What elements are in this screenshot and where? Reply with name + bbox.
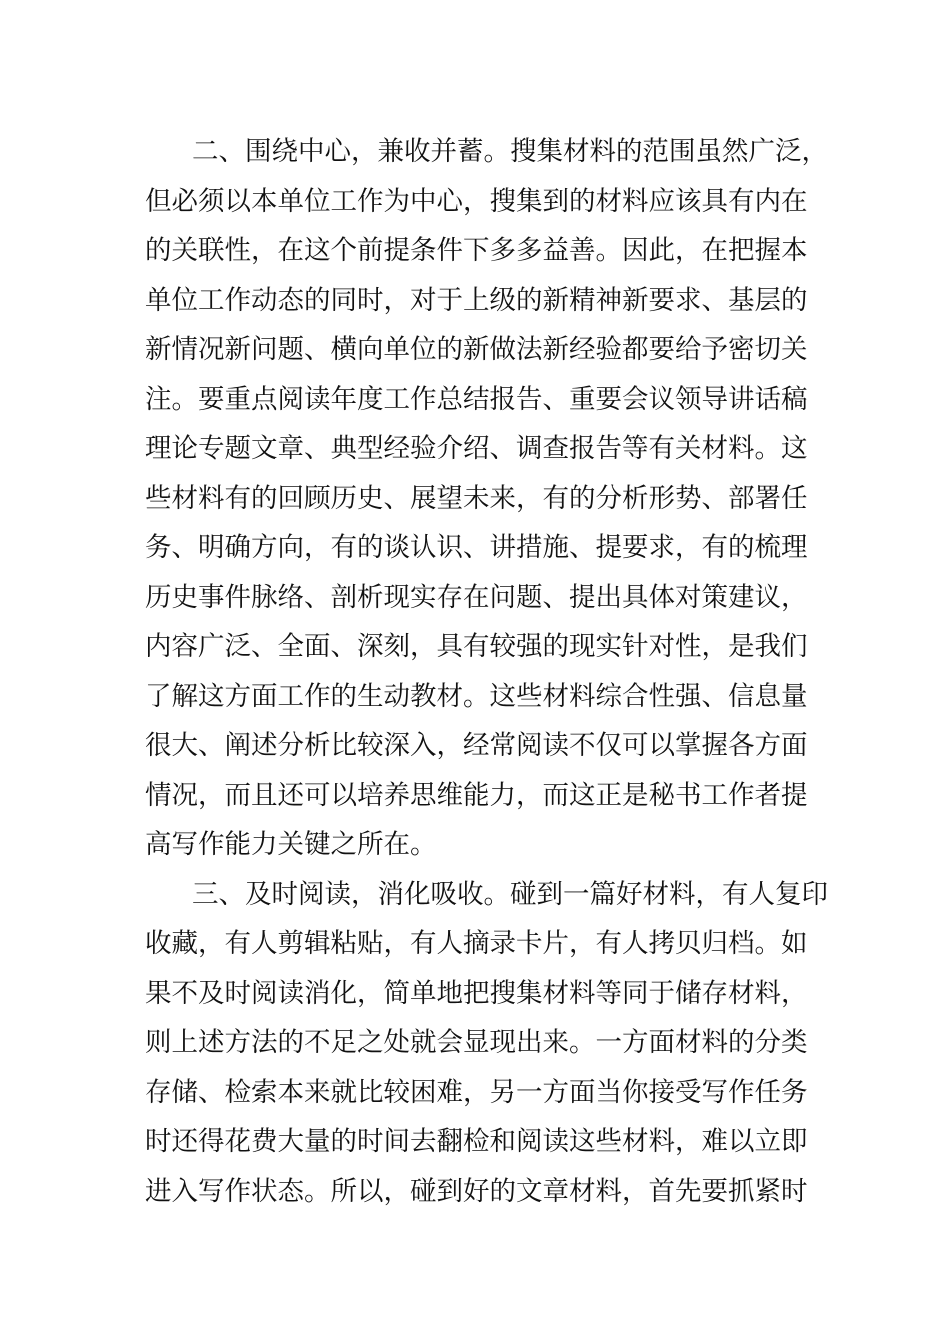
paragraph-3 bbox=[145, 870, 828, 1217]
text-line: 果不及时阅读消化，简单地把搜集材料等同于储存材料， bbox=[145, 977, 808, 1009]
text-line: 存储、检索本来就比较困难，另一方面当你接受写作任务 bbox=[145, 1076, 808, 1108]
text-line: 高写作能力关键之所在。 bbox=[145, 829, 437, 860]
text-line: 历史事件脉络、剖析现实存在问题、提出具体对策建议， bbox=[145, 581, 808, 613]
text-line: 的关联性，在这个前提条件下多多益善。因此，在把握本 bbox=[145, 235, 808, 266]
paragraph-2 bbox=[145, 127, 828, 870]
text-line: 三、及时阅读，消化吸收。碰到一篇好材料，有人复印 bbox=[192, 878, 828, 910]
text-line: 进入写作状态。所以，碰到好的文章材料，首先要抓紧时 bbox=[145, 1175, 808, 1207]
text-line: 二、围绕中心，兼收并蓄。搜集材料的范围虽然广泛， bbox=[192, 136, 828, 167]
text-line: 时还得花费大量的时间去翻检和阅读这些材料，难以立即 bbox=[145, 1126, 808, 1157]
text-line: 很大、阐述分析比较深入，经常阅读不仅可以掌握各方面 bbox=[145, 730, 808, 761]
text-line: 些材料有的回顾历史、展望未来，有的分析形势、部署任 bbox=[145, 482, 808, 514]
text-line: 新情况新问题、横向单位的新做法新经验都要给予密切关 bbox=[145, 334, 808, 365]
text-line: 收藏，有人剪辑粘贴，有人摘录卡片，有人拷贝归档。如 bbox=[145, 928, 808, 959]
text-line: 理论专题文章、典型经验介绍、调查报告等有关材料。这 bbox=[145, 433, 808, 464]
text-line: 内容广泛、全面、深刻，具有较强的现实针对性，是我们 bbox=[145, 631, 808, 662]
text-line: 但必须以本单位工作为中心，搜集到的材料应该具有内在 bbox=[145, 185, 808, 217]
text-line: 务、明确方向，有的谈认识、讲措施、提要求，有的梳理 bbox=[145, 532, 808, 563]
text-line: 注。要重点阅读年度工作总结报告、重要会议领导讲话稿 bbox=[145, 383, 808, 415]
document-body bbox=[145, 127, 828, 1216]
text-line: 了解这方面工作的生动教材。这些材料综合性强、信息量 bbox=[145, 680, 808, 712]
text-line: 单位工作动态的同时，对于上级的新精神新要求、基层的 bbox=[145, 284, 808, 316]
text-line: 则上述方法的不足之处就会显现出来。一方面材料的分类 bbox=[145, 1027, 808, 1058]
text-line: 情况，而且还可以培养思维能力，而这正是秘书工作者提 bbox=[145, 779, 808, 811]
